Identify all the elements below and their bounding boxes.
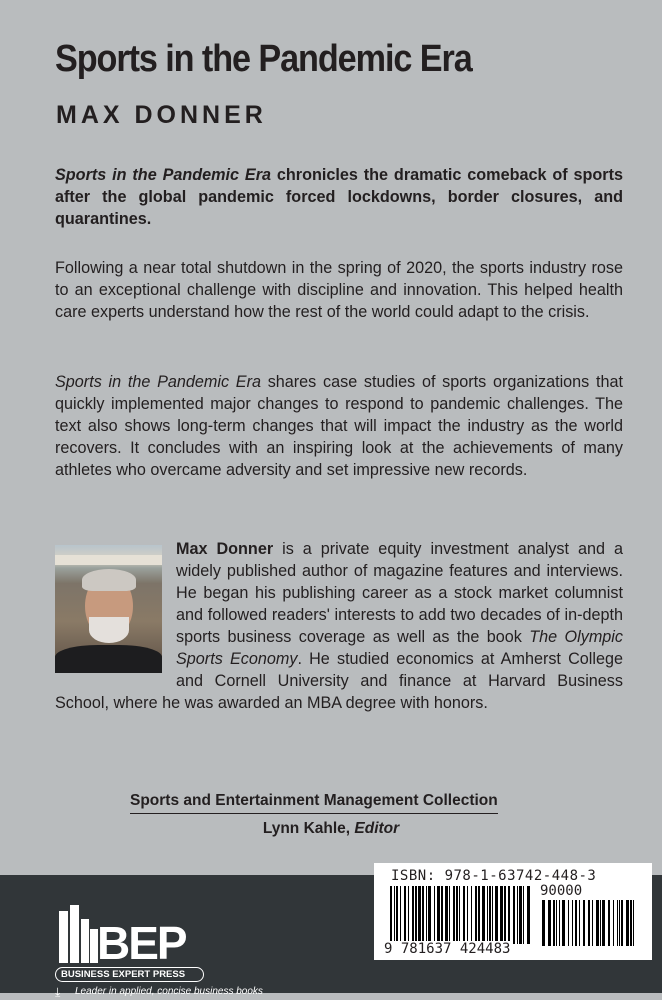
publisher-tagline: Leader in applied, concise business books bbox=[75, 986, 263, 997]
series-name: Sports and Entertainment Management Collection bbox=[130, 792, 498, 814]
author-bio bbox=[55, 538, 623, 714]
bio-name: Max Donner bbox=[176, 540, 274, 558]
editor-role: Editor bbox=[354, 820, 400, 837]
bio-text-1: is a private equity investment analyst and a widely published author of magazine features and interviews. He began his publishing career as a stock market columnist and followed readers' interests to add two decades of in-depth sports business coverage as well as the book bbox=[176, 540, 623, 646]
publisher-name: BUSINESS EXPERT PRESS bbox=[55, 967, 204, 982]
editor-name: Lynn Kahle, bbox=[262, 820, 355, 837]
isbn-label: ISBN: 978-1-63742-448-3 bbox=[391, 868, 597, 884]
series-editor bbox=[0, 820, 662, 838]
para3-title: Sports in the Pandemic Era bbox=[55, 373, 261, 391]
intro-paragraph bbox=[55, 164, 623, 230]
barcode-number: 9 781637 424483 bbox=[384, 941, 511, 957]
logo-text: BEP bbox=[97, 917, 186, 969]
bio-text-2: . He studied economics at Amherst College and Cornell University and finance at Harvard Business School, where he was awarded an MBA degree with honors. bbox=[55, 650, 623, 712]
intro-title: Sports in the Pandemic Era bbox=[55, 166, 272, 184]
author-name: MAX DONNER bbox=[56, 101, 267, 129]
paragraph-2: Following a near total shutdown in the spring of 2020, the sports industry rose to an exceptional challenge with discipline and innovation. This helped health care experts understand how the rest of the world could adapt to the crisis. bbox=[55, 259, 623, 321]
isbn-barcode bbox=[374, 863, 652, 960]
barcode-bars bbox=[390, 886, 640, 946]
author-photo bbox=[55, 545, 162, 673]
barcode-addon: 90000 bbox=[540, 883, 583, 899]
intro-text: chronicles the dramatic comeback of sports after the global pandemic forced lockdowns, border closures, and quarantines. bbox=[55, 166, 623, 228]
book-title: Sports in the Pandemic Era bbox=[55, 38, 472, 80]
para3-text: shares case studies of sports organizations that quickly implemented major changes to respond to pandemic challenges. The text also shows long-term changes that will impact the industry as the world recovers. It concludes with an inspiring look at the achievements of many athletes who overcame adversity and set impressive new records. bbox=[55, 373, 623, 479]
download-icon: ⤓ bbox=[55, 985, 61, 999]
paragraph-3 bbox=[55, 371, 623, 481]
bio-book-title: The Olympic Sports Economy bbox=[176, 628, 623, 668]
